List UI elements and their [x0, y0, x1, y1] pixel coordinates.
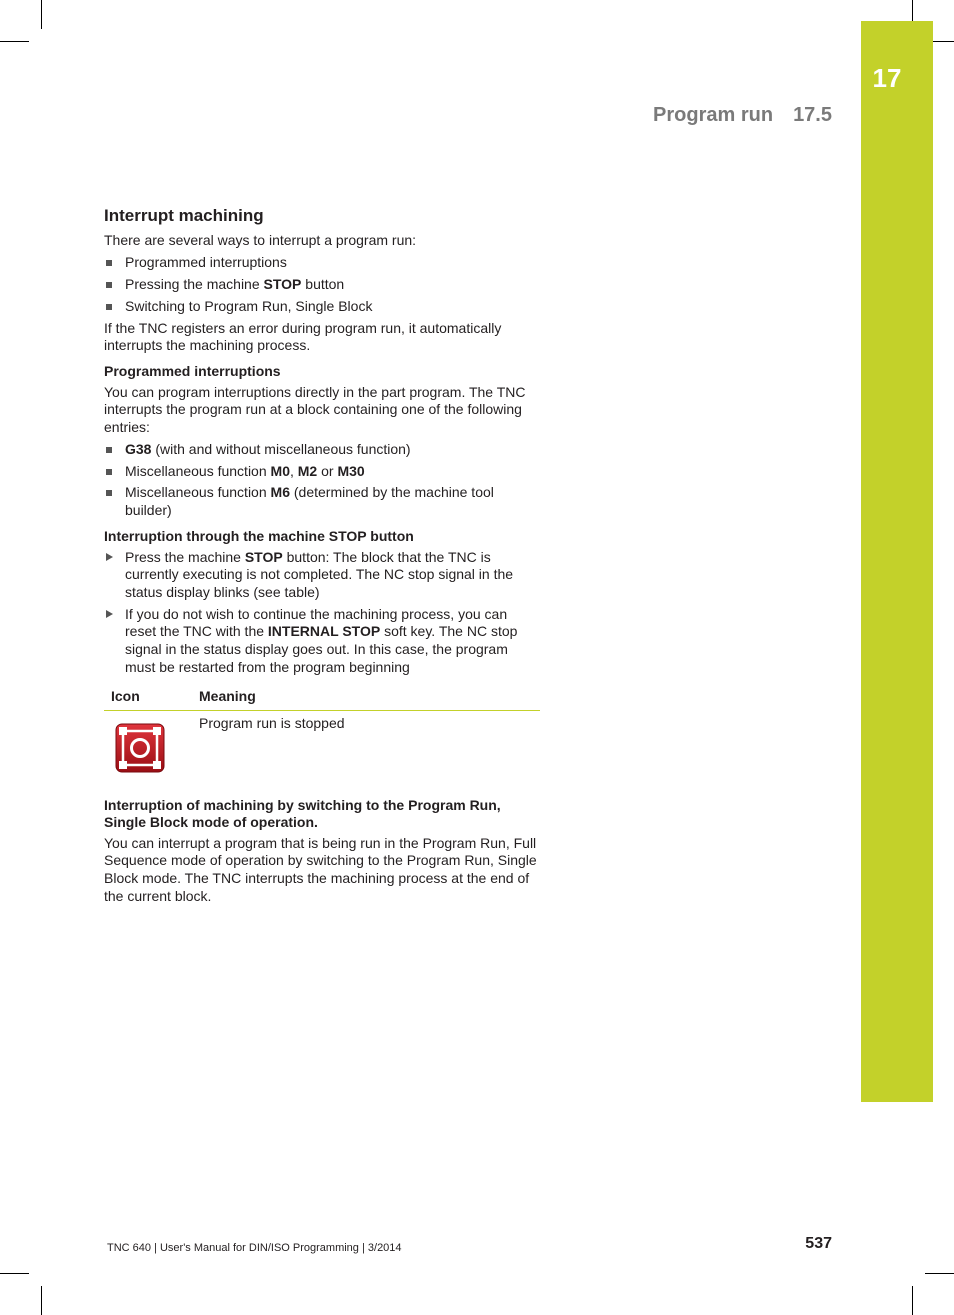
row-meaning: Program run is stopped	[199, 714, 345, 731]
footer-text: TNC 640 | User's Manual for DIN/ISO Programming | 3/2014	[107, 1242, 402, 1254]
intro-text: There are several ways to interrupt a program run:	[104, 232, 417, 248]
running-head-title: Program run	[653, 104, 774, 126]
subheading-single-block: Interruption of machining by switching to the Program Run, Single Block mode of operation.	[104, 796, 501, 830]
crop-mark	[41, 1286, 42, 1315]
table-header	[104, 688, 540, 711]
list-item: If you do not wish to continue the machining process, you can reset the TNC with the INTERNAL STOP soft key. The NC stop signal in the status display goes out. In this case, the program must be restarted from the program beginning	[104, 606, 540, 676]
page-number: 537	[805, 1235, 832, 1252]
chapter-number: 17	[872, 63, 902, 93]
steps-list	[104, 549, 540, 677]
list-item: Miscellaneous function M6 (determined by the machine tool builder)	[104, 484, 540, 519]
column-header-icon: Icon	[111, 688, 140, 705]
crop-mark	[912, 0, 913, 22]
subheading-stop: Interruption through the machine STOP button	[104, 527, 414, 544]
subheading-programmed: Programmed interruptions	[104, 362, 281, 379]
entries-list	[104, 441, 540, 520]
running-head-section: 17.5	[793, 104, 832, 126]
ways-list	[104, 254, 540, 316]
list-item: Pressing the machine STOP button	[104, 276, 540, 294]
section-heading: Interrupt machining	[104, 206, 264, 225]
crop-mark	[925, 1273, 954, 1274]
column-header-meaning: Meaning	[199, 688, 256, 705]
error-note: If the TNC registers an error during program run, it automatically interrupts the machining process.	[104, 319, 502, 354]
single-block-text: You can interrupt a program that is being run in the Program Run, Full Sequence mode of operation by switching to the Program Run, Single Block mode. The TNC interrupts the machining process at the end of the current block.	[104, 834, 537, 904]
list-item: G38 (with and without miscellaneous function)	[104, 441, 540, 459]
list-item: Programmed interruptions	[104, 254, 540, 272]
list-item: Miscellaneous function M0, M2 or M30	[104, 463, 540, 481]
table-row	[104, 711, 540, 777]
crop-mark	[912, 1286, 913, 1315]
running-head	[653, 104, 832, 127]
main-content	[104, 206, 540, 909]
icon-table	[104, 688, 540, 777]
crop-mark	[0, 1273, 29, 1274]
list-item: Press the machine STOP button: The block that the TNC is currently executing is not completed. The NC stop signal in the status display blinks (see table)	[104, 549, 540, 602]
program-stopped-icon	[115, 723, 165, 773]
crop-mark	[0, 41, 29, 42]
list-item: Switching to Program Run, Single Block	[104, 298, 540, 316]
chapter-tab	[861, 21, 933, 1102]
programmed-text: You can program interruptions directly in the part program. The TNC interrupts the program run at a block containing one of the following entries:	[104, 383, 526, 435]
crop-mark	[41, 0, 42, 29]
